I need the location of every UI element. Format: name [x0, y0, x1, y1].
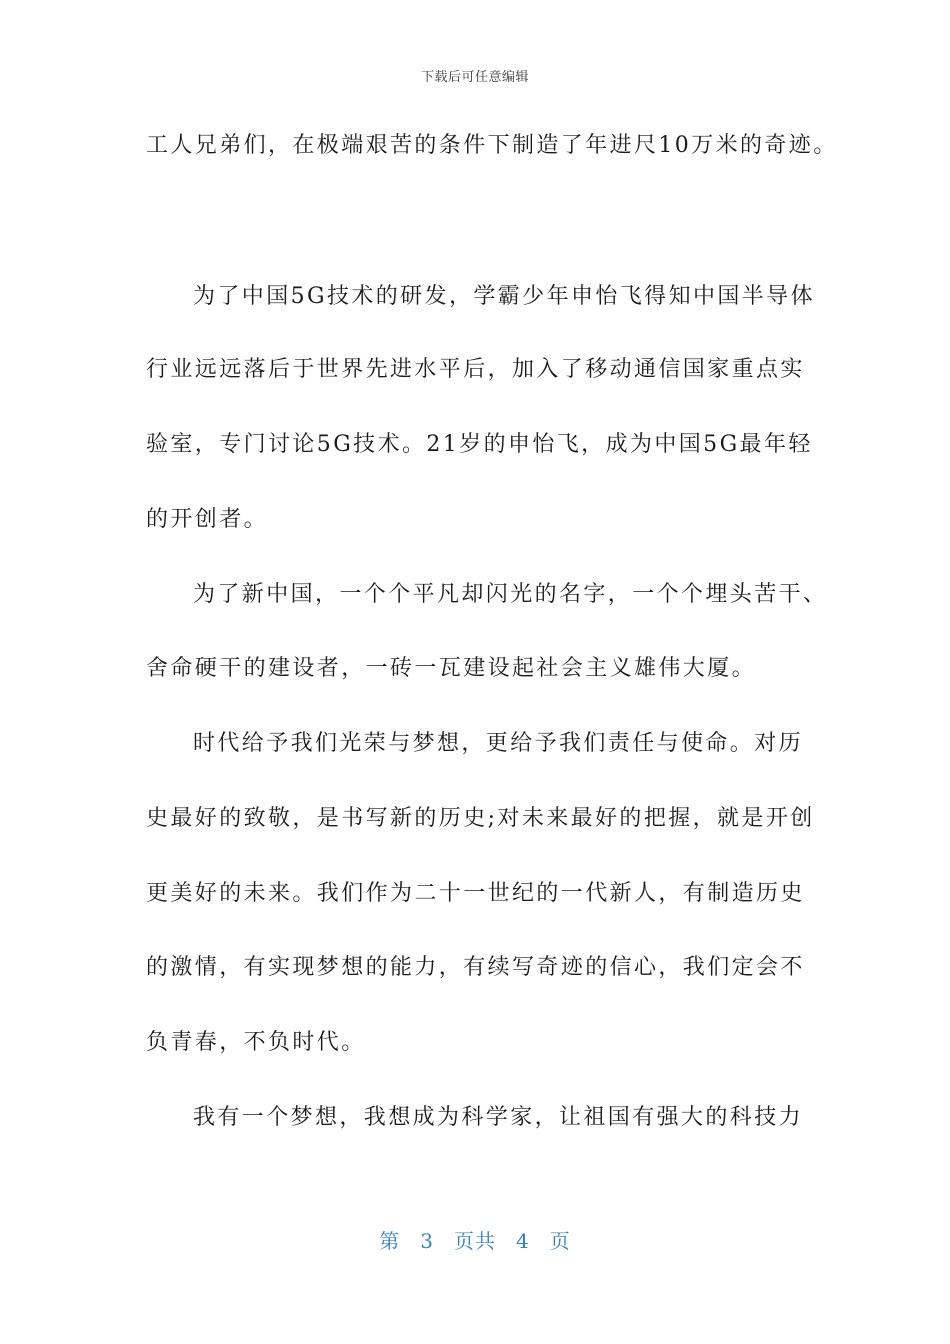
footer-current-page: 3 — [420, 1229, 434, 1253]
body-line-10: 更美好的未来。我们作为二十一世纪的一代新人，有制造历史 — [146, 881, 805, 906]
body-line-13: 我有一个梦想，我想成为科学家，让祖国有强大的科技力 — [193, 1105, 804, 1130]
body-line-5: 的开创者。 — [146, 507, 269, 532]
body-line-11: 的激情，有实现梦想的能力，有续写奇迹的信心，我们定会不 — [146, 955, 805, 980]
body-line-9: 史最好的致敬，是书写新的历史;对未来最好的把握，就是开创 — [146, 806, 815, 831]
footer-suffix: 页 — [549, 1229, 571, 1253]
footer-middle: 页共 — [454, 1229, 496, 1253]
body-line-3: 行业远远落后于世界先进水平后，加入了移动通信国家重点实 — [146, 357, 805, 382]
body-line-1: 工人兄弟们，在极端艰苦的条件下制造了年进尺10万米的奇迹。 — [146, 133, 838, 158]
body-line-8: 时代给予我们光荣与梦想，更给予我们责任与使命。对历 — [193, 731, 804, 756]
body-line-4: 验室，专门讨论5G技术。21岁的申怡飞，成为中国5G最年轻 — [146, 432, 813, 457]
body-line-7: 舍命硬干的建设者，一砖一瓦建设起社会主义雄伟大厦。 — [146, 656, 757, 681]
footer-prefix: 第 — [379, 1229, 401, 1253]
page-header: 下载后可任意编辑 — [420, 70, 529, 85]
body-line-2: 为了中国5G技术的研发，学霸少年申怡飞得知中国半导体 — [193, 284, 815, 309]
body-line-6: 为了新中国，一个个平凡却闪光的名字，一个个埋头苦干、 — [193, 582, 828, 607]
body-line-12: 负青春，不负时代。 — [146, 1030, 366, 1055]
page-footer — [0, 1225, 950, 1254]
footer-total-pages: 4 — [516, 1229, 530, 1253]
